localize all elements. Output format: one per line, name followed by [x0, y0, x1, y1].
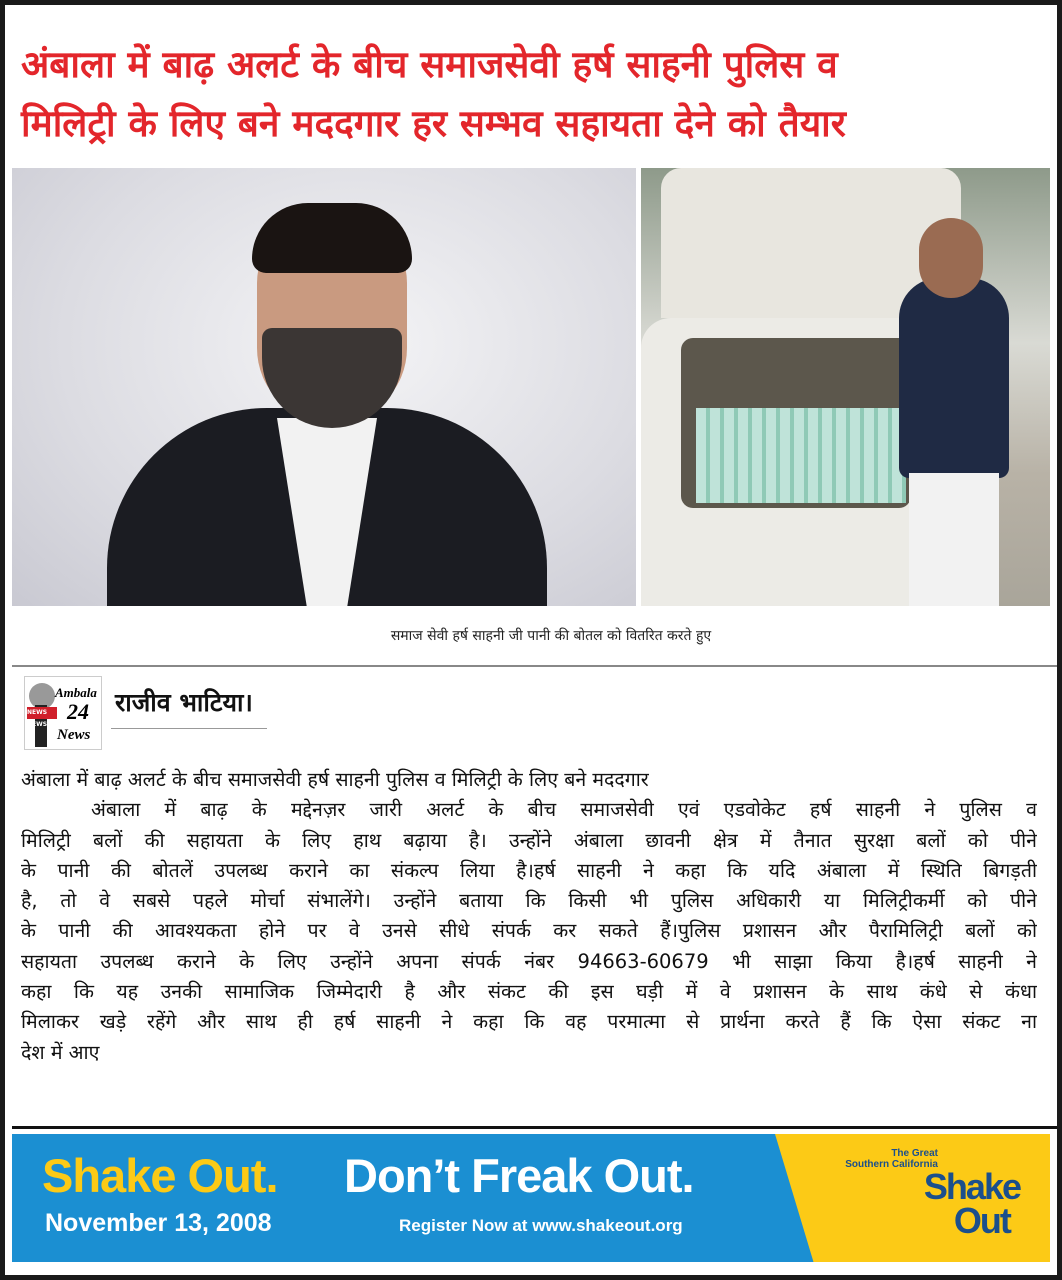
shakeout-logo: [923, 1166, 1020, 1241]
ad-small-line: Southern California: [845, 1159, 938, 1170]
article-line: कहा कि यह उनकी सामाजिक जिम्मेदारी है और संकट की इस घड़ी में वे प्रशासन के साथ कंधे से कंधा: [21, 980, 1037, 1004]
headline-line: मिलिट्री के लिए बने मददगार हर सम्भव सहायता देने को तैयार: [21, 102, 846, 145]
article-line: मिलाकर खड़े रहेंगे और साथ ही हर्ष साहनी ने कहा कि वह परमात्मा से प्रार्थना करते हैं कि ऐसा संकट ना: [21, 1010, 1037, 1034]
ambala-24-news-logo: [24, 676, 102, 750]
article-line: है, तो वे सबसे पहले मोर्चा संभालेंगे। उन्होंने बताया कि किसी भी पुलिस अधिकारी या मिलिट्रीकर्मी को पीने: [21, 889, 1037, 913]
ad-date: November 13, 2008: [45, 1209, 272, 1237]
photo-caption: समाज सेवी हर्ष साहनी जी पानी की बोतल को वितरित करते हुए: [390, 628, 712, 644]
ad-headline-yellow: Shake Out.: [42, 1149, 278, 1202]
article-line: मिलिट्री बलों की सहायता के लिए हाथ बढ़ाया है। उन्होंने अंबाला छावनी क्षेत्र में तैनात सुरक्षा बलों को पीने: [21, 828, 1037, 852]
article-line: देश में आए: [21, 1040, 100, 1064]
article-line: अंबाला में बाढ़ अलर्ट के बीच समाजसेवी हर्ष साहनी पुलिस व मिलिट्री के लिए बने मददगार: [21, 768, 649, 791]
article-line: के पानी की आवश्यकता होने पर वे उनसे सीधे संपर्क कर सकते हैं।पुलिस प्रशासन और पैरामिलिट्री बलों को: [21, 919, 1037, 943]
divider: [12, 665, 1057, 667]
divider: [12, 1126, 1057, 1129]
article-line: के पानी की बोतलें उपलब्ध कराने का संकल्प लिया है।हर्ष साहनी ने कहा कि यदि अंबाला में स्थिति बिगड़ती: [21, 858, 1037, 882]
logo-band: NEWS NEWS: [27, 707, 57, 719]
logo-text: Ambala: [55, 685, 97, 700]
byline: राजीव भाटिया।: [115, 688, 253, 717]
logo-text: News: [57, 727, 91, 743]
ad-headline-white: Don’t Freak Out.: [344, 1149, 694, 1202]
portrait-photo: [12, 168, 636, 606]
water-bottles-photo: [641, 168, 1050, 606]
ad-register-link[interactable]: Register Now at www.shakeout.org: [399, 1216, 683, 1235]
headline-line: अंबाला में बाढ़ अलर्ट के बीच समाजसेवी हर्ष साहनी पुलिस व: [21, 43, 838, 86]
logo-line: Shake: [923, 1166, 1020, 1207]
news-page: [5, 5, 1057, 1275]
logo-text: 24: [67, 699, 89, 724]
shakeout-ad-banner[interactable]: [12, 1134, 1050, 1262]
logo-line: Out: [953, 1200, 1010, 1241]
ad-small-line: The Great: [891, 1148, 938, 1159]
headline: [21, 35, 1051, 153]
article-line: अंबाला में बाढ़ के मद्देनज़र जारी अलर्ट के बीच समाजसेवी एवं एडवोकेट हर्ष साहनी ने पुलिस व: [91, 798, 1037, 822]
divider: [111, 728, 267, 729]
article-body: [21, 765, 1037, 1068]
article-line: सहायता उपलब्ध कराने के लिए उन्होंने अपना संपर्क नंबर 94663-60679 भी साझा किया है।हर्ष साहनी ने: [21, 949, 1037, 973]
